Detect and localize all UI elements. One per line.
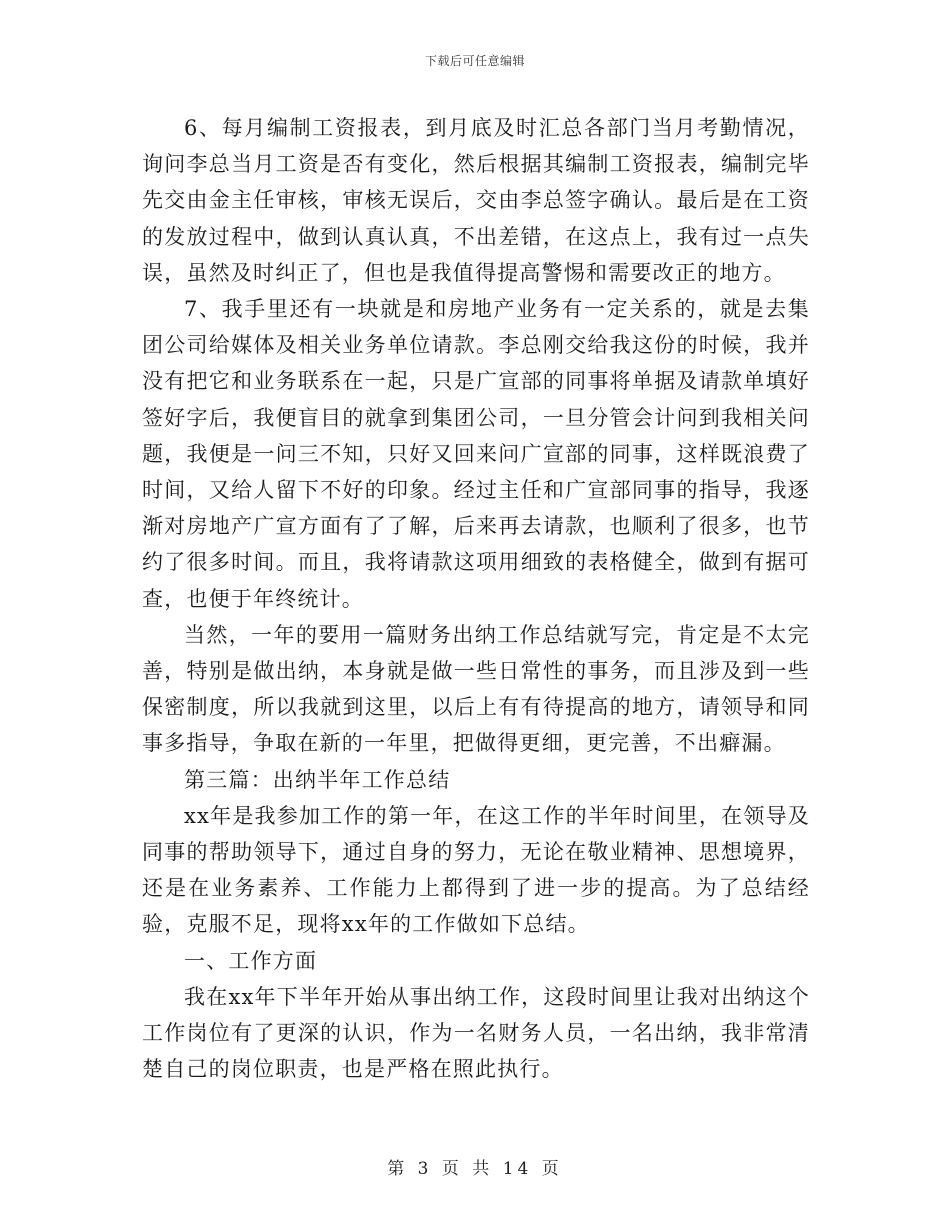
page-number: 第 3 页 共 14 页	[387, 1159, 563, 1179]
subsection-heading: 一、工作方面	[184, 948, 318, 973]
paragraph-item-7: 7、我手里还有一块就是和房地产业务有一定关系的，就是去集团公司给媒体及相关业务单位请款。李总刚交给我这份的时候，我并没有把它和业务联系在一起，只是广宣部的同事将单据及请款单填好签好字后，我便盲目的就拿到集团公司，一旦分管会计问到我相关问题，我便是一问三不知，只好又回来问广宣部的同事，这样既浪费了时间，又给人留下不好的印象。经过主任和广宣部同事的指导，我逐渐对房地产广宣方面有了了解，后来再去请款，也顺利了很多，也节约了很多时间。而且，我将请款这项用细致的表格健全，做到有据可查，也便于年终统计。	[142, 297, 810, 611]
page-header: 下载后可任意编辑	[424, 54, 525, 68]
section-heading: 第三篇：出纳半年工作总结	[184, 767, 451, 792]
paragraph-work: 我在xx年下半年开始从事出纳工作，这段时间里让我对出纳这个工作岗位有了更深的认识，作为一名财务人员，一名出纳，我非常清楚自己的岗位职责，也是严格在照此执行。	[142, 984, 810, 1082]
paragraph-item-6: 6、每月编制工资报表，到月底及时汇总各部门当月考勤情况，询问李总当月工资是否有变化，然后根据其编制工资报表，编制完毕先交由金主任审核，审核无误后，交由李总签字确认。最后是在工资的发放过程中，做到认真认真，不出差错，在这点上，我有过一点失误，虽然及时纠正了，但也是我值得提高警惕和需要改正的地方。	[142, 116, 810, 285]
paragraph-intro: xx年是我参加工作的第一年，在这工作的半年时间里，在领导及同事的帮助领导下，通过自身的努力，无论在敬业精神、思想境界，还是在业务素养、工作能力上都得到了进一步的提高。为了总结经验，克服不足，现将xx年的工作做如下总结。	[142, 803, 810, 937]
document-body	[142, 110, 810, 1087]
paragraph-conclusion: 当然，一年的要用一篇财务出纳工作总结就写完，肯定是不太完善，特别是做出纳，本身就是做一些日常性的事务，而且涉及到一些保密制度，所以我就到这里，以后上有有待提高的地方，请领导和同事多指导，争取在新的一年里，把做得更细，更完善，不出癖漏。	[142, 622, 810, 756]
